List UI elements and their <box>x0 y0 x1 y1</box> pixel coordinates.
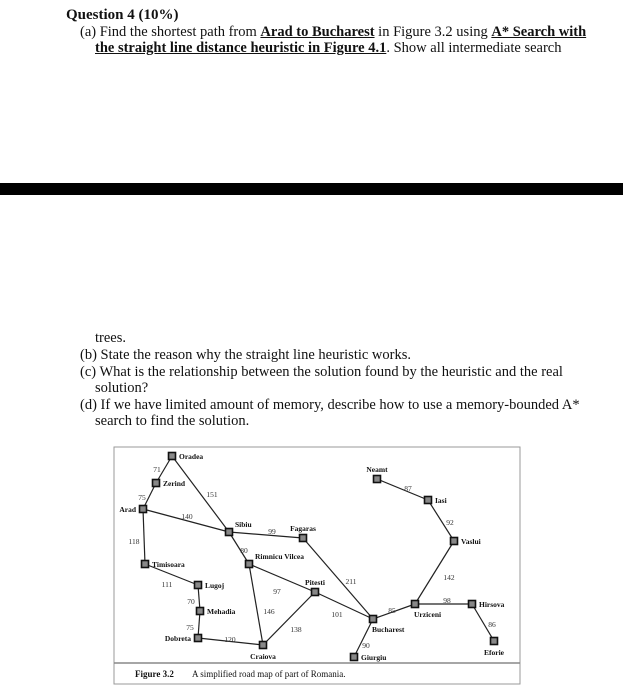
city-arad <box>119 505 146 514</box>
city-giurgiu <box>351 653 387 662</box>
city-name: Giurgiu <box>361 653 387 662</box>
city-name: Iasi <box>435 496 447 505</box>
city-name: Eforie <box>484 648 504 657</box>
city-name: Craiova <box>250 652 276 661</box>
city-marker-icon <box>226 529 233 536</box>
city-mehadia <box>197 607 236 616</box>
city-marker-icon <box>469 601 476 608</box>
city-name: Vaslui <box>461 537 481 546</box>
city-name: Neamt <box>366 465 388 474</box>
city-marker-icon <box>260 642 267 649</box>
text: in Figure 3.2 using <box>374 24 492 40</box>
city-zerind <box>153 479 186 488</box>
city-marker-icon <box>351 654 358 661</box>
road-distance-label: 140 <box>181 512 193 521</box>
city-marker-icon <box>300 535 307 542</box>
road-distance-label: 90 <box>362 641 370 650</box>
road-distance-label: 111 <box>161 580 173 589</box>
road-distance-label: 101 <box>331 610 343 619</box>
road-distance-label: 211 <box>345 577 357 586</box>
city-name: Mehadia <box>207 607 236 616</box>
city-timisoara <box>142 560 186 569</box>
city-name: Lugoj <box>205 581 225 590</box>
road-distance-label: 71 <box>153 465 161 474</box>
part-d-line-1: (d) If we have limited amount of memory, describe how to use a memory-bounded A* <box>80 397 580 413</box>
text: . Show all intermediate search <box>386 40 562 56</box>
city-marker-icon <box>374 476 381 483</box>
part-c-line-2: solution? <box>95 380 149 396</box>
road-distance-label: 70 <box>187 597 195 606</box>
figure-label: Figure 3.2 <box>135 669 174 679</box>
city-marker-icon <box>169 453 176 460</box>
city-name: Sibiu <box>235 520 252 529</box>
city-marker-icon <box>491 638 498 645</box>
road-distance-label: 75 <box>138 493 146 502</box>
city-name: Arad <box>119 505 136 514</box>
city-name: Oradea <box>179 452 204 461</box>
city-vaslui <box>451 537 481 546</box>
city-name: Fagaras <box>290 524 316 533</box>
road-distance-label: 146 <box>263 607 275 616</box>
part-b: (b) State the reason why the straight line heuristic works. <box>80 347 412 363</box>
city-dobreta <box>165 634 202 643</box>
city-marker-icon <box>312 589 319 596</box>
road-distance-label: 142 <box>443 573 455 582</box>
city-marker-icon <box>140 506 147 513</box>
road-distance-label: 118 <box>128 537 140 546</box>
road-distance-label: 86 <box>488 620 496 629</box>
figure-caption: A simplified road map of part of Romania. <box>192 669 346 679</box>
city-iasi <box>425 496 447 505</box>
city-marker-icon <box>197 608 204 615</box>
road-distance-label: 87 <box>404 484 412 493</box>
road-distance-label: 75 <box>186 623 194 632</box>
route-emphasis: Arad to Bucharest <box>260 24 375 40</box>
road-distance-label: 85 <box>388 606 396 615</box>
city-marker-icon <box>412 601 419 608</box>
city-name: Urziceni <box>414 610 442 619</box>
road-distance-label: 98 <box>443 596 451 605</box>
city-name: Zerind <box>163 479 186 488</box>
road-distance-label: 92 <box>446 518 454 527</box>
city-name: Rimnicu Vilcea <box>255 552 304 561</box>
city-marker-icon <box>142 561 149 568</box>
road-distance-label: 97 <box>273 587 281 596</box>
part-c-line-1: (c) What is the relationship between the solution found by the heuristic and the real <box>80 364 563 380</box>
method-emphasis: A* Search with <box>491 24 587 40</box>
city-marker-icon <box>370 616 377 623</box>
city-marker-icon <box>451 538 458 545</box>
city-hirsova <box>469 600 505 609</box>
city-lugoj <box>195 581 225 590</box>
part-a-continuation: trees. <box>95 330 126 346</box>
city-oradea <box>169 452 204 461</box>
city-marker-icon <box>246 561 253 568</box>
city-marker-icon <box>195 635 202 642</box>
road-distance-label: 138 <box>290 625 302 634</box>
road-distance-label: 120 <box>224 635 236 644</box>
road-distance-label: 99 <box>268 527 276 536</box>
question-title: Question 4 (10%) <box>66 7 179 23</box>
part-d-line-2: search to find the solution. <box>95 413 250 429</box>
city-marker-icon <box>195 582 202 589</box>
city-name: Hirsova <box>479 600 505 609</box>
city-name: Bucharest <box>372 625 405 634</box>
city-name: Dobreta <box>164 634 191 643</box>
text: (a) Find the shortest path from <box>80 24 261 40</box>
city-name: Timisoara <box>152 560 185 569</box>
city-marker-icon <box>425 497 432 504</box>
city-marker-icon <box>153 480 160 487</box>
city-name: Pitesti <box>305 578 325 587</box>
road-distance-label: 80 <box>240 546 248 555</box>
method-emphasis: the straight line distance heuristic in Figure 4.1 <box>95 40 387 56</box>
road-distance-label: 151 <box>206 490 218 499</box>
